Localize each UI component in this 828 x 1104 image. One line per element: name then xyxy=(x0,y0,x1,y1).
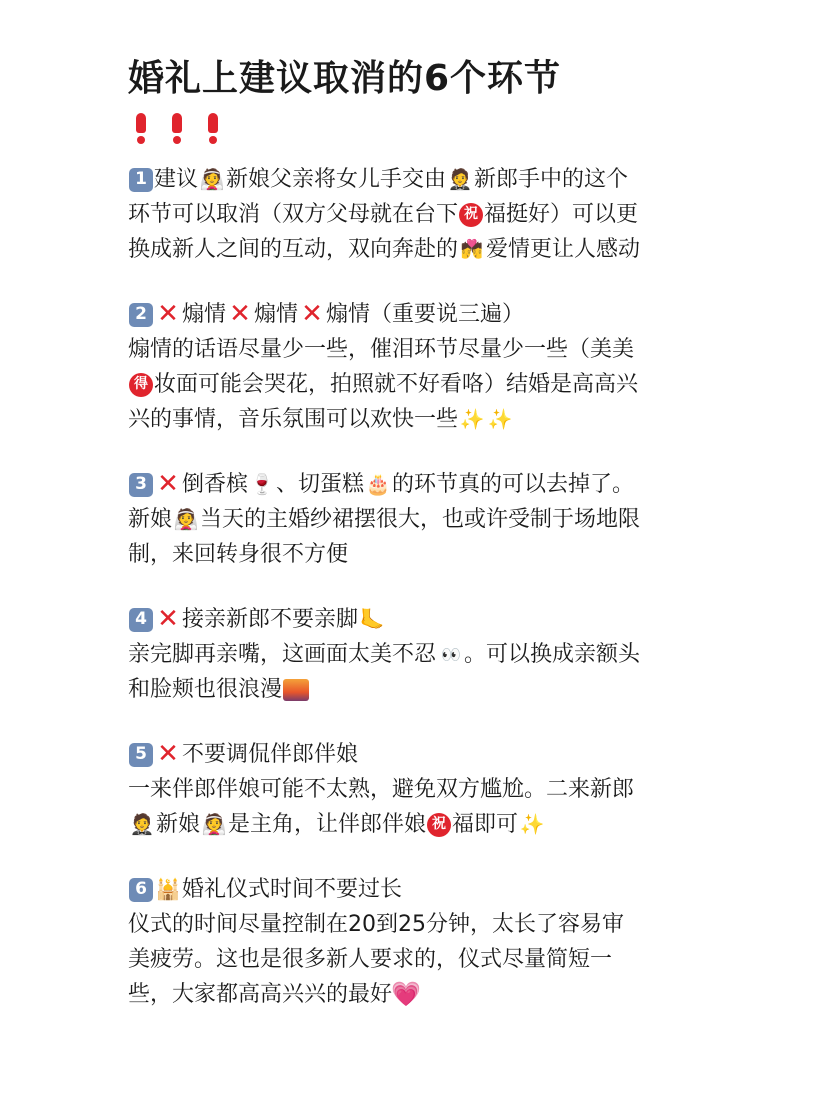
exclamation-icon xyxy=(172,113,182,143)
text-line xyxy=(128,297,708,332)
text-segment: 新娘 xyxy=(128,507,173,532)
cross-mark-icon: ✕ xyxy=(157,299,179,329)
text-segment: 是主角，让伴郎伴娘 xyxy=(228,812,427,837)
text-line xyxy=(128,367,708,402)
bride-icon: 👰 xyxy=(173,507,199,531)
text-segment: 煽情的话语尽量少一些，催泪环节尽量少一些（美美 xyxy=(128,337,635,362)
text-segment: 不要调侃伴郎伴娘 xyxy=(182,742,359,767)
cake-icon: 🎂 xyxy=(365,472,391,496)
sunset-icon xyxy=(283,679,309,701)
text-line xyxy=(128,197,708,232)
foot-icon: 🦶 xyxy=(359,607,385,631)
cross-mark-icon: ✕ xyxy=(301,299,323,329)
keycap-2-icon: 2 xyxy=(129,303,153,327)
text-segment: 爱情更让人感动 xyxy=(486,237,641,262)
text-segment: 建议 xyxy=(154,167,199,192)
groom-icon: 🤵 xyxy=(447,167,473,191)
cross-mark-icon: ✕ xyxy=(157,604,179,634)
text-line xyxy=(128,402,708,437)
eyes-icon: 👀 xyxy=(441,645,459,664)
text-segment: 仪式的时间尽量控制在20到25分钟，太长了容易审 xyxy=(128,912,624,937)
keycap-5-icon: 5 xyxy=(129,743,153,767)
keycap-3-icon: 3 xyxy=(129,473,153,497)
text-line xyxy=(128,872,708,907)
text-segment: 煽情 xyxy=(254,302,299,327)
text-line xyxy=(128,537,708,572)
wine-glass-icon: 🍷 xyxy=(249,472,275,496)
text-line xyxy=(128,232,708,267)
keycap-4-icon: 4 xyxy=(129,608,153,632)
cross-mark-icon: ✕ xyxy=(157,739,179,769)
text-segment: 妆面可能会哭花，拍照就不好看咯）结婚是高高兴 xyxy=(154,372,639,397)
tip-section-1 xyxy=(128,162,708,267)
text-segment: 福即可 xyxy=(452,812,519,837)
text-segment: 倒香槟 xyxy=(182,472,249,497)
page-title: 婚礼上建议取消的6个环节 xyxy=(128,58,562,99)
keycap-6-icon: 6 xyxy=(129,878,153,902)
text-line xyxy=(128,772,708,807)
cross-mark-icon: ✕ xyxy=(229,299,251,329)
text-segment: 新郎手中的这个 xyxy=(474,167,629,192)
text-line xyxy=(128,737,708,772)
text-segment: 一来伴郎伴娘可能不太熟，避免双方尴尬。二来新郎 xyxy=(128,777,635,802)
text-segment: 当天的主婚纱裙摆很大，也或许受制于场地限 xyxy=(200,507,641,532)
tip-section-5 xyxy=(128,737,708,842)
text-segment: 些，大家都高高兴兴的最好 xyxy=(128,982,393,1007)
text-segment: 美疲劳。这也是很多新人要求的，仪式尽量简短一 xyxy=(128,947,613,972)
text-segment: 环节可以取消（双方父母就在台下 xyxy=(128,202,459,227)
text-segment: 、切蛋糕 xyxy=(276,472,365,497)
cross-mark-icon: ✕ xyxy=(157,469,179,499)
text-segment: 新娘父亲将女儿手交由 xyxy=(226,167,447,192)
text-segment: 新娘 xyxy=(156,812,201,837)
text-segment: 亲完脚再亲嘴，这画面太美不忍 xyxy=(128,642,437,667)
text-segment: 福挺好）可以更 xyxy=(484,202,639,227)
exclamation-icon xyxy=(208,113,218,143)
couple-kiss-icon: 💏 xyxy=(460,239,484,260)
text-segment: 的环节真的可以去掉了。 xyxy=(392,472,635,497)
groom-icon: 🤵 xyxy=(129,812,155,836)
text-segment: 婚礼仪式时间不要过长 xyxy=(182,877,403,902)
tip-section-6 xyxy=(128,872,708,1012)
sparkles-icon: ✨ xyxy=(487,407,513,431)
text-line xyxy=(128,502,708,537)
text-segment: 煽情（重要说三遍） xyxy=(326,302,525,327)
tips-list xyxy=(128,162,708,1012)
text-segment: 。可以换成亲额头 xyxy=(464,642,641,667)
text-segment: 兴的事情，音乐氛围可以欢快一些 xyxy=(128,407,459,432)
growing-heart-icon: 💗 xyxy=(391,980,421,1008)
text-line xyxy=(128,332,708,367)
text-segment: 接亲新郎不要亲脚 xyxy=(182,607,359,632)
tip-section-3 xyxy=(128,467,708,572)
sparkles-icon: ✨ xyxy=(519,812,545,836)
exclamation-icon xyxy=(136,113,146,143)
bride-icon: 👰 xyxy=(201,812,227,836)
bride-icon: 👰 xyxy=(199,167,225,191)
congratulate-icon: 祝 xyxy=(459,203,483,227)
text-line xyxy=(128,602,708,637)
text-segment: 煽情 xyxy=(182,302,227,327)
tip-section-2 xyxy=(128,297,708,437)
text-line xyxy=(128,467,708,502)
mosque-icon: 🕌 xyxy=(155,877,181,901)
text-segment: 和脸颊也很浪漫 xyxy=(128,677,283,702)
obtain-icon: 得 xyxy=(129,373,153,397)
text-line xyxy=(128,977,708,1012)
text-line xyxy=(128,637,708,672)
article xyxy=(128,52,708,1042)
text-line xyxy=(128,942,708,977)
tip-section-4 xyxy=(128,602,708,707)
text-segment: 制，来回转身很不方便 xyxy=(128,542,349,567)
text-line xyxy=(128,162,708,197)
text-segment: 换成新人之间的互动，双向奔赴的 xyxy=(128,237,459,262)
text-line xyxy=(128,672,708,707)
sparkles-icon: ✨ xyxy=(459,407,485,431)
text-line xyxy=(128,807,708,842)
keycap-1-icon: 1 xyxy=(129,168,153,192)
congratulate-icon: 祝 xyxy=(427,813,451,837)
text-line xyxy=(128,907,708,942)
exclamation-marks xyxy=(128,106,708,150)
